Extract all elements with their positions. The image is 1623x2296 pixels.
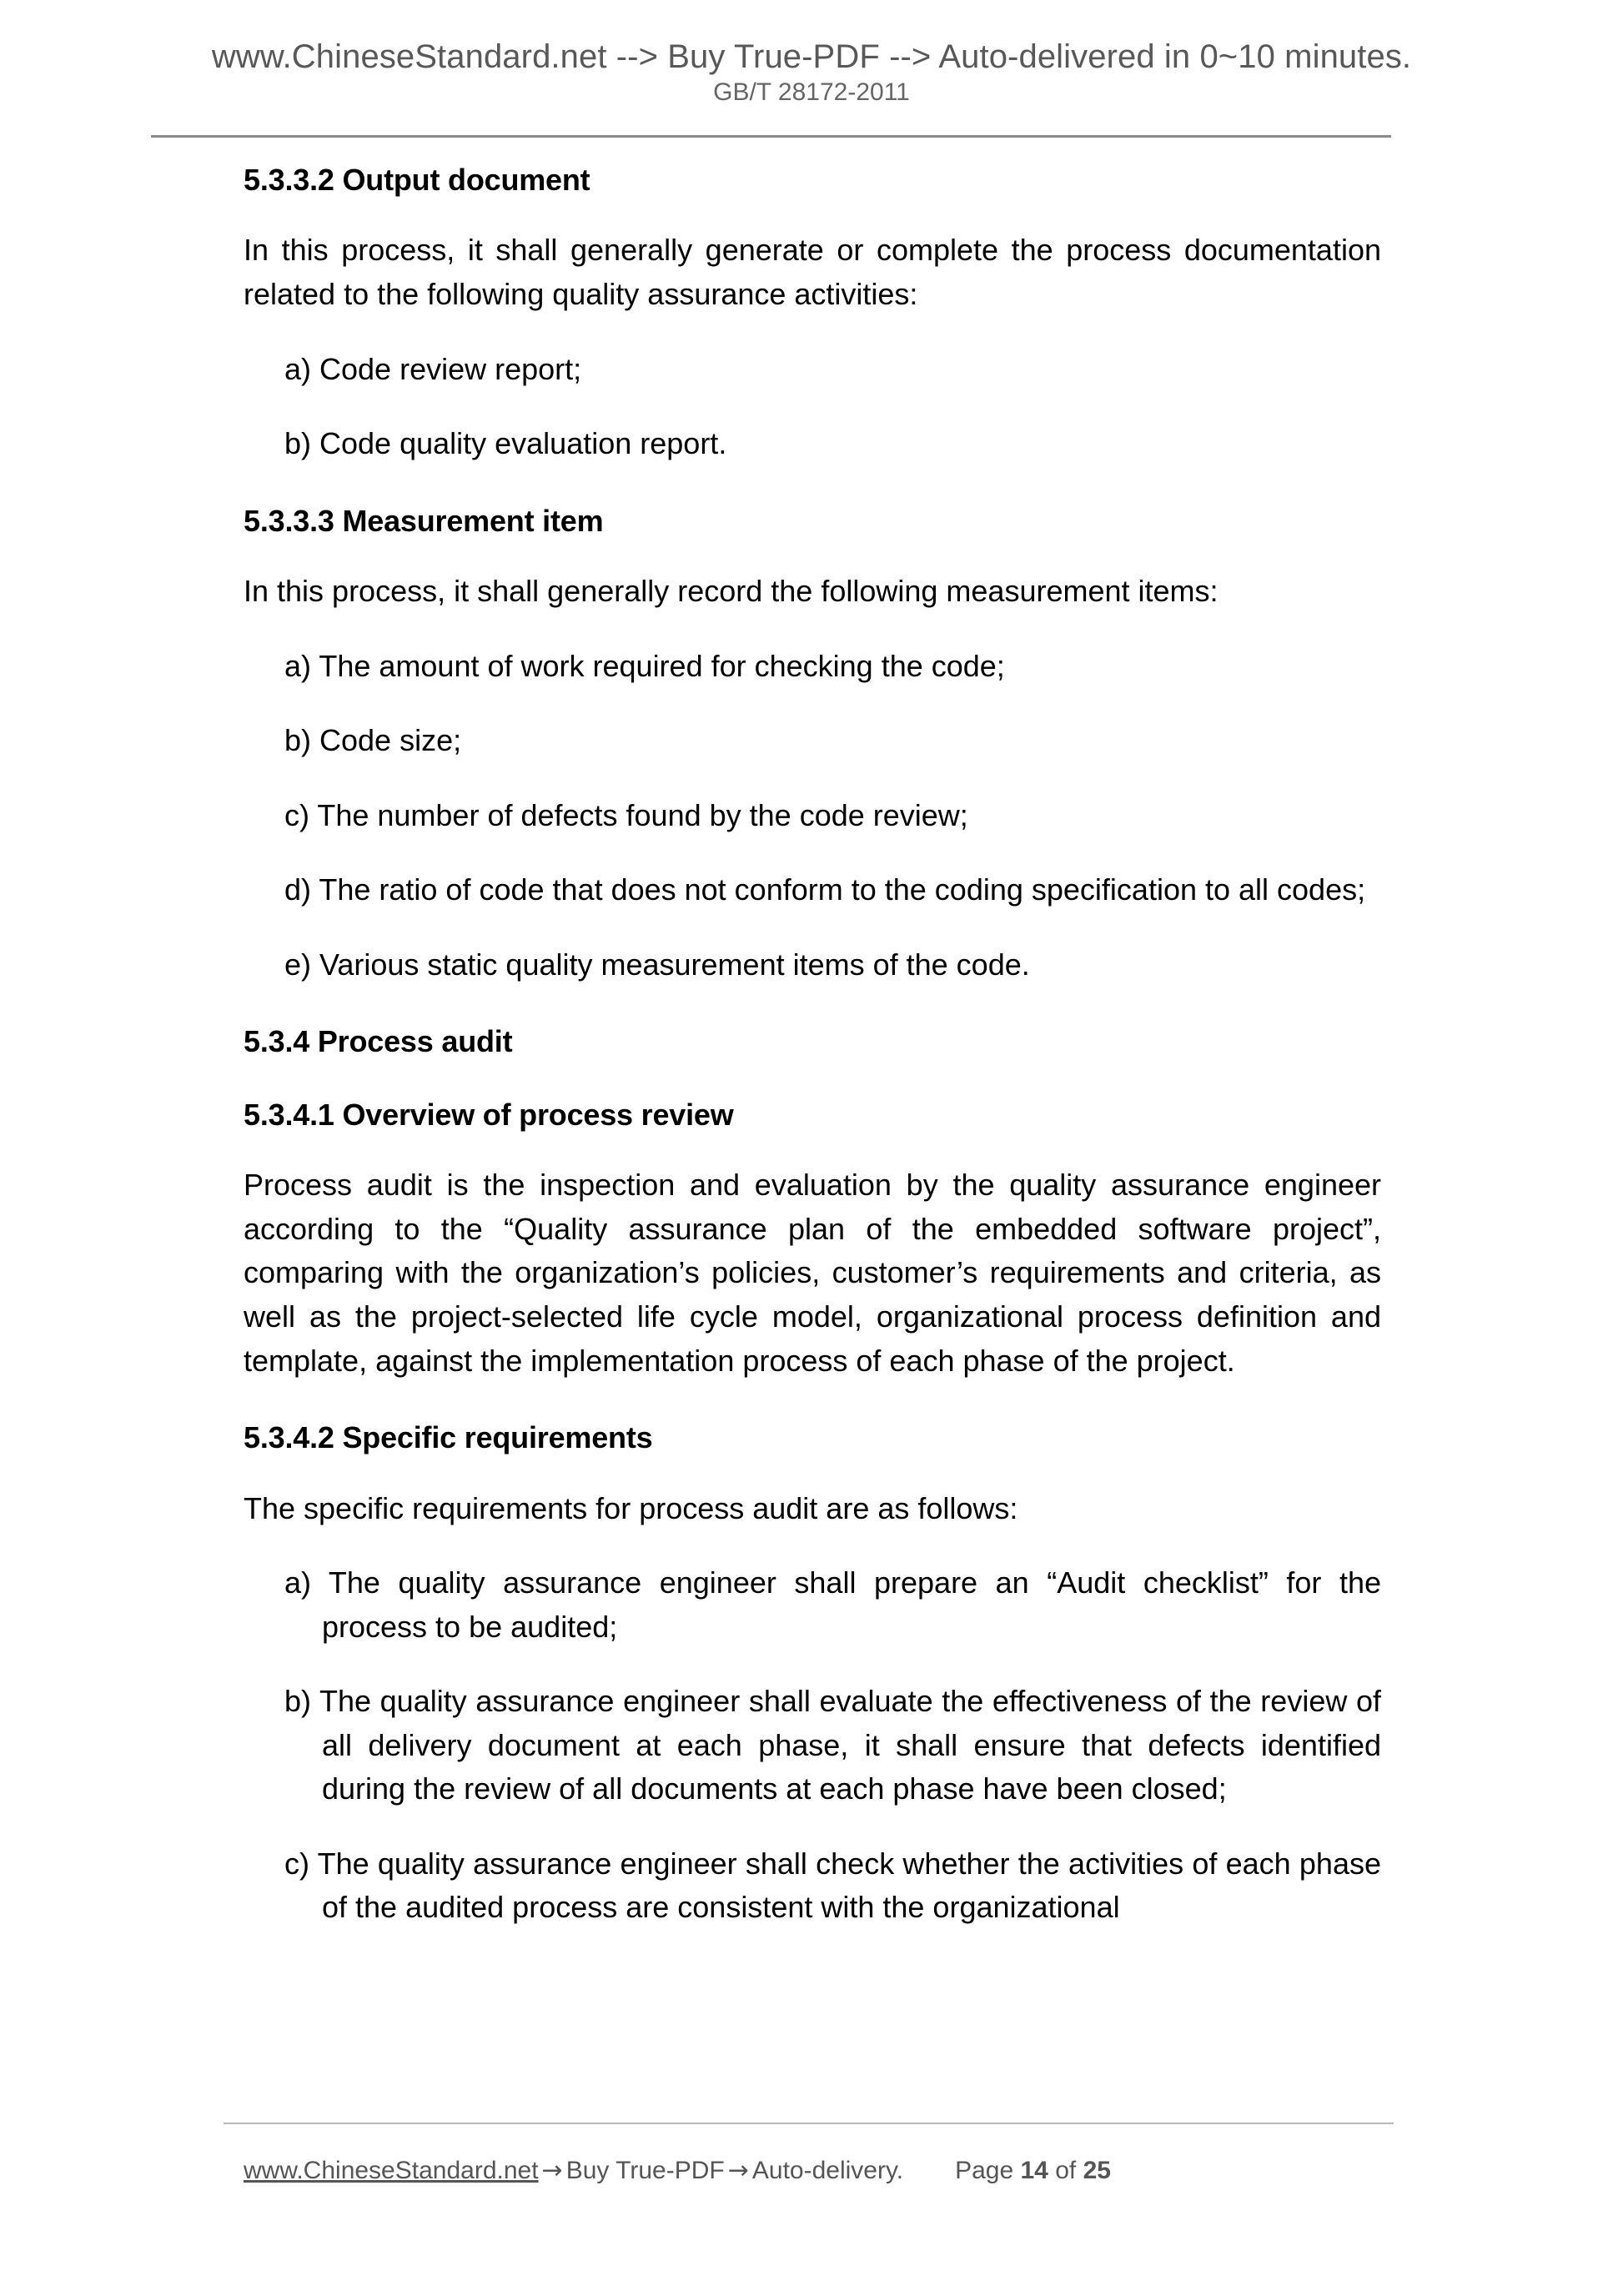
list-item: d) The ratio of code that does not conform to the coding specification to all codes; xyxy=(284,872,1366,907)
footer-of-label: of xyxy=(1055,2157,1077,2184)
document-content xyxy=(244,163,1381,1930)
header-watermark-text: www.ChineseStandard.net --> Buy True-PDF --> Auto-delivered in 0~10 minutes. xyxy=(211,38,1412,75)
page-footer xyxy=(0,2118,1623,2218)
list-item: b) The quality assurance engineer shall evaluate the effectiveness of the review of all delivery document at each phase, it shall ensure that defects identified during the review of all documents at each phase have been closed; xyxy=(284,1684,1381,1806)
list-item: a) The quality assurance engineer shall prepare an “Audit checklist” for the process to be audited; xyxy=(284,1565,1381,1644)
heading-5-3-3-3: 5.3.3.3 Measurement item xyxy=(244,503,604,538)
footer-promo-delivery: Auto-delivery. xyxy=(751,2157,904,2184)
list-item: c) The quality assurance engineer shall check whether the activities of each phase of the audited process are consistent with the organizational xyxy=(284,1846,1381,1925)
heading-5-3-4-1: 5.3.4.1 Overview of process review xyxy=(244,1097,734,1132)
list-item: a) The amount of work required for checking the code; xyxy=(284,648,1005,683)
heading-5-3-3-2: 5.3.3.2 Output document xyxy=(244,163,590,197)
footer-divider-rule xyxy=(224,2123,1394,2124)
heading-5-3-4-2: 5.3.4.2 Specific requirements xyxy=(244,1420,653,1455)
paragraph-output-document: In this process, it shall generally generate or complete the process documentation related to the following quality assurance activities: xyxy=(244,233,1381,312)
spacer xyxy=(244,837,1381,868)
list-item: b) Code quality evaluation report. xyxy=(284,426,727,461)
spacer xyxy=(244,1456,1381,1487)
list-item: b) Code size; xyxy=(284,723,462,758)
footer-website-link[interactable]: www.ChineseStandard.net xyxy=(244,2157,539,2184)
page-header xyxy=(0,0,1623,142)
header-divider-rule xyxy=(151,135,1391,138)
footer-content xyxy=(244,2158,1381,2183)
spacer xyxy=(244,1649,1381,1680)
spacer xyxy=(244,1811,1381,1842)
spacer xyxy=(244,688,1381,719)
arrow-right-icon: → xyxy=(727,2156,749,2185)
spacer xyxy=(244,391,1381,422)
heading-5-3-4: 5.3.4 Process audit xyxy=(244,1024,513,1059)
spacer xyxy=(244,1060,1381,1098)
spacer xyxy=(244,466,1381,504)
spacer xyxy=(244,317,1381,348)
spacer xyxy=(244,763,1381,794)
list-item: a) Code review report; xyxy=(284,351,582,386)
paragraph-specific-requirements: The specific requirements for process audit are as follows: xyxy=(244,1490,1018,1525)
footer-page-number: 14 xyxy=(1020,2157,1048,2184)
header-standard-number: GB/T 28172-2011 xyxy=(713,78,910,106)
spacer xyxy=(244,539,1381,570)
arrow-right-icon: → xyxy=(541,2156,563,2185)
footer-page-total: 25 xyxy=(1083,2157,1111,2184)
paragraph-measurement-item: In this process, it shall generally record the following measurement items: xyxy=(244,574,1219,609)
footer-page-label: Page xyxy=(955,2157,1014,2184)
list-item: c) The number of defects found by the code review; xyxy=(284,797,968,832)
spacer xyxy=(244,1383,1381,1420)
spacer xyxy=(244,614,1381,645)
spacer xyxy=(244,912,1381,943)
list-item: e) Various static quality measurement items of the code. xyxy=(284,947,1030,982)
spacer xyxy=(244,198,1381,229)
spacer xyxy=(244,987,1381,1024)
spacer xyxy=(244,1530,1381,1561)
spacer xyxy=(244,1133,1381,1163)
paragraph-process-audit-overview: Process audit is the inspection and evaluation by the quality assurance engineer according to the “Quality assurance plan of the embedded software project”, comparing with the organization’s policies, customer’s requirements and criteria, as well as the project-selected life cycle model, organizational process definition and template, against the implementation process of each phase of the project. xyxy=(244,1168,1381,1378)
footer-promo-buy: Buy True-PDF xyxy=(565,2157,725,2184)
